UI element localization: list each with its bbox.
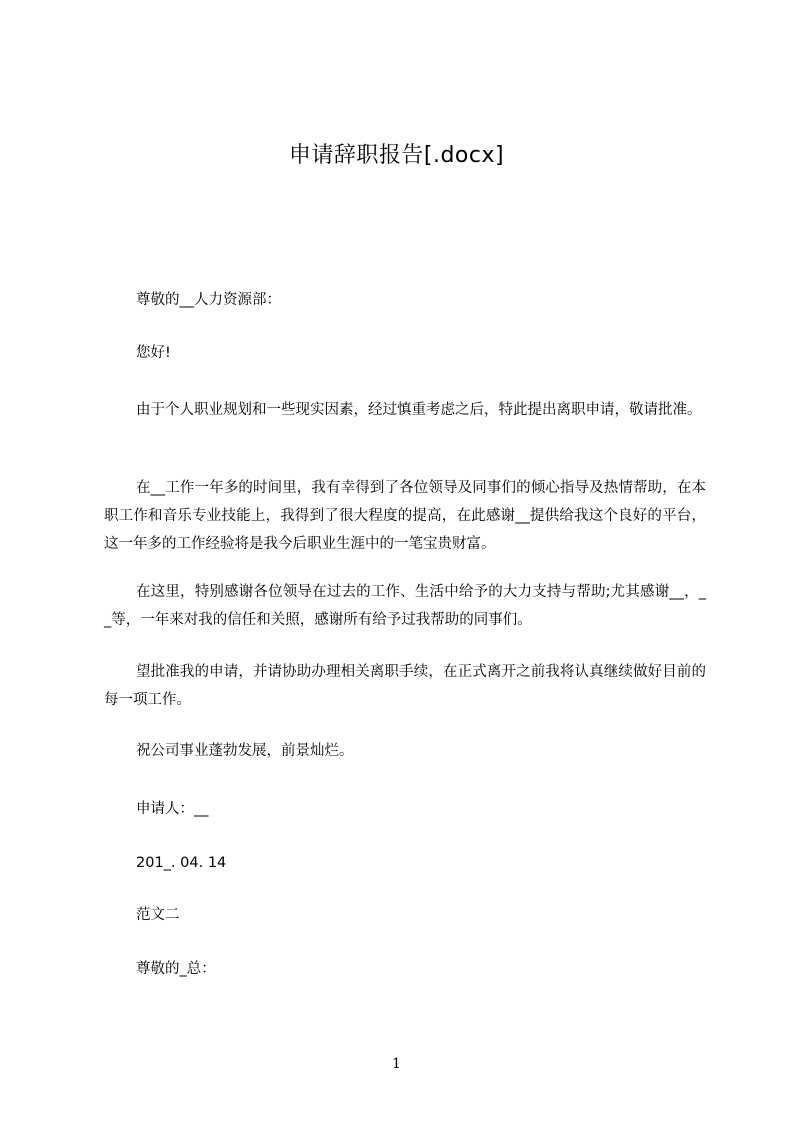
applicant-line: 申请人：__ (136, 801, 209, 817)
page-number: 1 (392, 1056, 401, 1072)
paragraph-reason: 由于个人职业规划和一些现实因素，经过慎重考虑之后，特此提出离职申请，敬请批准。 (136, 402, 702, 418)
greeting-two-line: 尊敬的_总： (136, 961, 216, 977)
paragraph-gratitude: 在__工作一年多的时间里，我有幸得到了各位领导及同事们的倾心指导及热情帮助，在本职工作和音乐专业技能上，我得到了很大程度的提高，在此感谢__提供给我这个良好的平台，这一年多的工作经验将是我今后职业生涯中的一笔宝贵财富。 (104, 480, 706, 552)
hello-line: 您好! (136, 345, 171, 361)
paragraph-request: 望批准我的申请，并请协助办理相关离职手续，在正式离开之前我将认真继续做好目前的每一项工作。 (104, 664, 706, 708)
sample-two-heading: 范文二 (136, 907, 180, 923)
greeting-line: 尊敬的__人力资源部： (136, 292, 281, 308)
document-title: 申请辞职报告[.docx] (288, 143, 505, 168)
paragraph-thanks: 在这里，特别感谢各位领导在过去的工作、生活中给予的大力支持与帮助;尤其感谢__，__等，一年来对我的信任和关照，感谢所有给予过我帮助的同事们。 (104, 584, 706, 628)
closing-wish: 祝公司事业蓬勃发展，前景灿烂。 (136, 743, 354, 759)
date-line: 201_. 04. 14 (136, 855, 227, 871)
